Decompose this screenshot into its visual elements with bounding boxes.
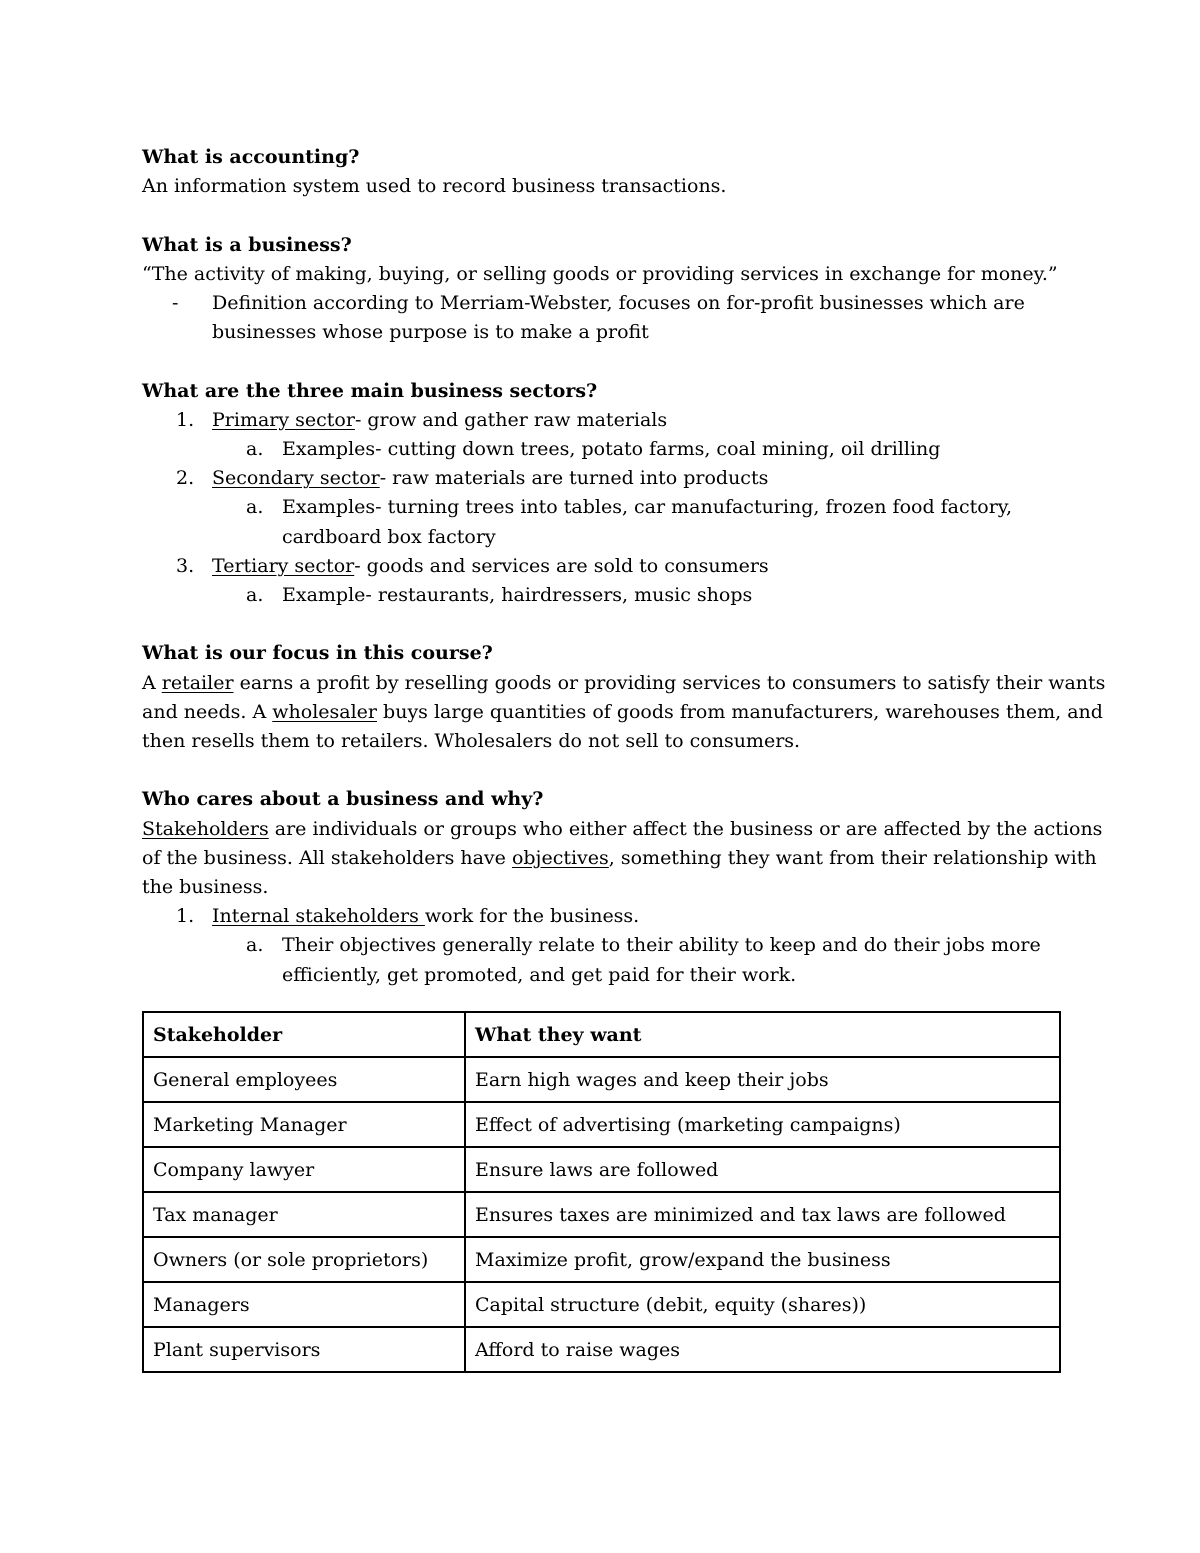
stakeholders-paragraph-line: the business. [142,876,269,899]
table-header-row [143,1012,1060,1057]
term-objectives: objectives [511,846,609,869]
bullet-marker: - [172,292,179,314]
business-bullet [142,289,1062,347]
table-row [143,1102,1060,1147]
list-number: 1. [176,905,195,928]
table-row [143,1237,1060,1282]
term-stakeholders: Stakeholders [142,817,269,840]
sub-text-line: Examples- cutting down trees, potato farms, coal mining, oil drilling [282,438,941,460]
heading-stakeholders: Who cares about a business and why? [142,788,544,811]
term-wholesaler: wholesaler [272,700,377,723]
bullet-text-line: Definition according to Merriam-Webster, focuses on for-profit businesses which are [212,292,1025,314]
sector-term: Tertiary sector [212,554,355,577]
table-cell-stakeholder: Tax manager [143,1192,465,1237]
sector-description: - raw materials are turned into products [379,467,769,490]
sub-text-line: cardboard box factory [282,525,496,548]
sector-term: Primary sector [212,408,355,431]
table-cell-stakeholder: Plant supervisors [143,1327,465,1372]
table-cell-want: Capital structure (debit, equity (shares)) [465,1282,1060,1327]
table-row [143,1327,1060,1372]
sector-item-primary [142,406,1062,435]
heading-sectors: What are the three main business sectors? [142,379,598,402]
table-cell-want: Ensures taxes are minimized and tax laws are followed [465,1192,1060,1237]
sector-subitem [142,493,1062,551]
sector-subitem [142,581,1062,610]
list-number: 1. [176,408,195,431]
stakeholder-table [142,1011,1061,1373]
table-header-cell: Stakeholder [143,1012,465,1057]
table-cell-stakeholder: General employees [143,1057,465,1102]
table-row [143,1057,1060,1102]
sub-text-line: Their objectives generally relate to their ability to keep and do their jobs more [282,934,1041,957]
list-number: 2. [176,467,195,490]
sector-description: - goods and services are sold to consumers [354,554,769,577]
sub-text-line: Examples- turning trees into tables, car manufacturing, frozen food factory, [282,496,1013,519]
table-cell-want: Maximize profit, grow/expand the business [465,1237,1060,1282]
sub-marker: a. [246,584,264,607]
stakeholders-paragraph-line: Stakeholders are individuals or groups who either affect the business or are affected by the actions [142,817,1103,840]
sector-description: - grow and gather raw materials [354,408,668,431]
stakeholder-item-internal [142,902,1062,931]
heading-accounting: What is accounting? [142,146,360,168]
sub-marker: a. [246,496,264,519]
stakeholder-subitem [142,931,1062,989]
table-cell-want: Ensure laws are followed [465,1147,1060,1192]
table-cell-stakeholder: Owners (or sole proprietors) [143,1237,465,1282]
sector-term: Secondary sector [212,467,380,490]
table-row [143,1192,1060,1237]
heading-business: What is a business? [142,233,352,256]
term-internal-stakeholders: Internal stakeholders [212,905,425,928]
sub-text-line: Example- restaurants, hairdressers, music shops [282,584,753,607]
sub-marker: a. [246,934,264,957]
heading-focus: What is our focus in this course? [142,642,493,665]
focus-paragraph-line: A retailer earns a profit by reselling goods or providing services to consumers to satisfy their wants [142,671,1106,694]
table-cell-stakeholder: Managers [143,1282,465,1327]
table-cell-want: Earn high wages and keep their jobs [465,1057,1060,1102]
item-description: work for the business. [424,905,640,928]
document-page [142,143,1106,990]
focus-paragraph-line: then resells them to retailers. Wholesalers do not sell to consumers. [142,730,801,753]
term-retailer: retailer [161,671,234,694]
stakeholders-paragraph-line: of the business. All stakeholders have objectives, something they want from their relationship with [142,846,1097,869]
table-row [143,1282,1060,1327]
table-cell-want: Afford to raise wages [465,1327,1060,1372]
sector-item-secondary [142,464,1062,493]
answer-accounting: An information system used to record business transactions. [142,175,727,198]
focus-paragraph-line: and needs. A wholesaler buys large quantities of goods from manufacturers, warehouses them, and [142,700,1103,723]
sub-marker: a. [246,438,264,460]
sector-item-tertiary [142,552,1062,581]
table-cell-want: Effect of advertising (marketing campaigns) [465,1102,1060,1147]
table-cell-stakeholder: Marketing Manager [143,1102,465,1147]
table-header-cell: What they want [465,1012,1060,1057]
list-number: 3. [176,554,195,577]
business-definition-quote: “The activity of making, buying, or selling goods or providing services in exchange for money.” [142,262,1058,285]
table-row [143,1147,1060,1192]
sub-text-line: efficiently, get promoted, and get paid for their work. [282,963,797,986]
bullet-text-line: businesses whose purpose is to make a profit [212,321,649,344]
table-cell-stakeholder: Company lawyer [143,1147,465,1192]
sector-subitem [142,435,1062,464]
